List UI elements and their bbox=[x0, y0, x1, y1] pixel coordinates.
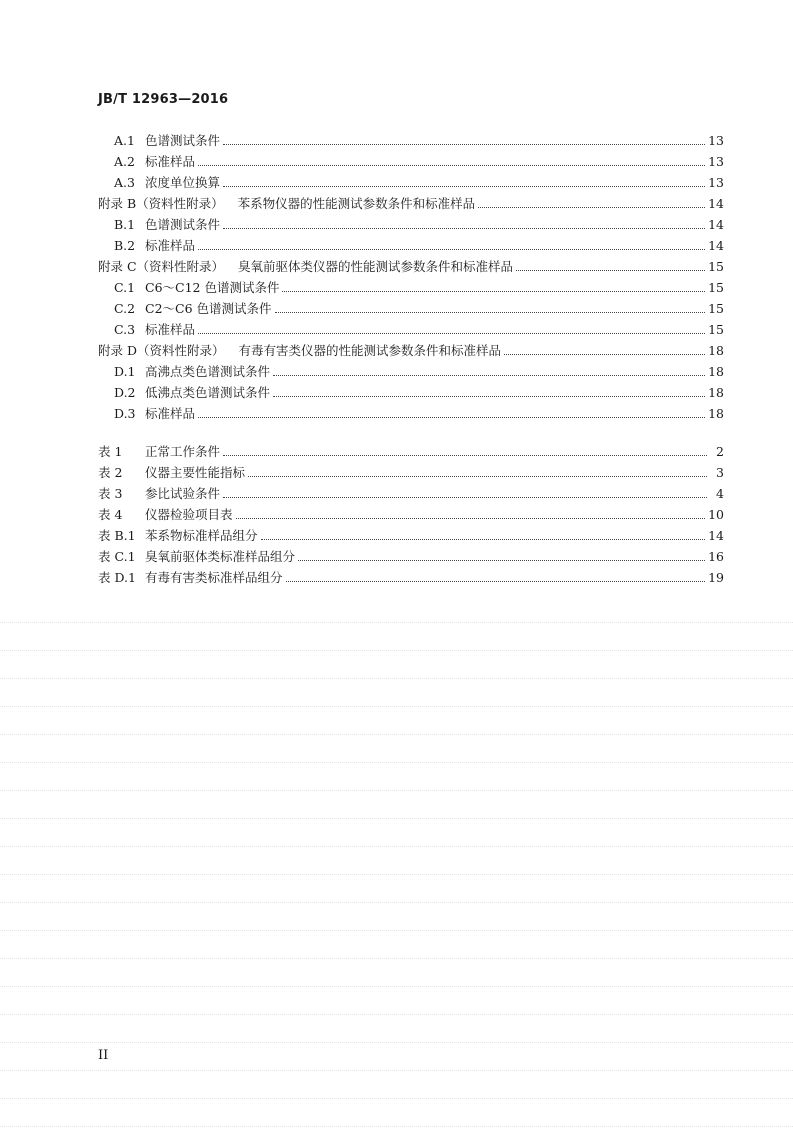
toc-entry-page: 14 bbox=[708, 217, 724, 232]
toc-entry-number: 附录 D（资料性附录） bbox=[98, 343, 225, 358]
scan-artifact-line bbox=[0, 986, 793, 987]
toc-entry-page: 15 bbox=[708, 259, 724, 274]
scan-artifact-line bbox=[0, 902, 793, 903]
scan-artifact-line bbox=[0, 1014, 793, 1015]
toc-entry-title: 浓度单位换算 bbox=[145, 175, 221, 190]
toc-entry-title: 标准样品 bbox=[145, 238, 196, 253]
toc-entry[interactable] bbox=[98, 442, 724, 463]
dot-leader bbox=[198, 332, 705, 334]
toc-entry-title: 苯系物标准样品组分 bbox=[145, 528, 258, 543]
toc-entry[interactable] bbox=[98, 152, 724, 173]
toc-entry-title: 标准样品 bbox=[145, 154, 196, 169]
toc-entry-page: 13 bbox=[708, 175, 724, 190]
toc-entry[interactable] bbox=[98, 278, 724, 299]
toc-entry-title: 仪器检验项目表 bbox=[145, 507, 233, 522]
toc-entry-number: D.1 bbox=[114, 364, 136, 379]
toc-entry-number: C.2 bbox=[114, 301, 136, 316]
toc-entry[interactable] bbox=[98, 215, 724, 236]
toc-entry-page: 14 bbox=[708, 238, 724, 253]
toc-entry-number: A.1 bbox=[114, 133, 135, 148]
toc-entry-page: 18 bbox=[708, 385, 724, 400]
toc-entry[interactable] bbox=[98, 320, 724, 341]
toc-entry-number: A.2 bbox=[114, 154, 135, 169]
toc-entry-page: 18 bbox=[708, 343, 724, 358]
toc-entry[interactable] bbox=[98, 505, 724, 526]
toc-entry-number: 表 B.1 bbox=[98, 528, 136, 543]
toc-entry-page: 3 bbox=[716, 465, 724, 480]
dot-leader bbox=[275, 311, 706, 313]
toc-entry-title: 色谱测试条件 bbox=[145, 217, 221, 232]
scan-artifact-line bbox=[0, 622, 793, 623]
toc-entry-title: 苯系物仪器的性能测试参数条件和标准样品 bbox=[237, 196, 476, 211]
toc-entry-number: C.1 bbox=[114, 280, 136, 295]
toc-entry[interactable] bbox=[98, 383, 724, 404]
scan-artifact-line bbox=[0, 818, 793, 819]
scan-artifact-line bbox=[0, 1126, 793, 1127]
toc-entry[interactable] bbox=[98, 547, 724, 568]
dot-leader bbox=[223, 454, 707, 456]
toc-entry[interactable] bbox=[98, 568, 724, 589]
toc-appendix-entries bbox=[98, 131, 724, 425]
toc-entry[interactable] bbox=[98, 299, 724, 320]
dot-leader bbox=[198, 164, 705, 166]
dot-leader bbox=[248, 475, 707, 477]
document-code: JB/T 12963—2016 bbox=[98, 92, 229, 107]
dot-leader bbox=[223, 496, 707, 498]
dot-leader bbox=[223, 143, 705, 145]
toc-entry-title: 臭氧前驱体类标准样品组分 bbox=[145, 549, 296, 564]
toc-entry-title: 色谱测试条件 bbox=[145, 133, 221, 148]
toc-entry-title: 标准样品 bbox=[145, 406, 196, 421]
toc-entry[interactable] bbox=[98, 257, 724, 278]
toc-entry-title: 高沸点类色谱测试条件 bbox=[145, 364, 271, 379]
toc-entry[interactable] bbox=[98, 173, 724, 194]
toc-entry-page: 10 bbox=[708, 507, 724, 522]
scan-artifact-line bbox=[0, 1042, 793, 1043]
scan-artifact-line bbox=[0, 846, 793, 847]
page-number-roman: II bbox=[98, 1048, 109, 1063]
scan-artifact-line bbox=[0, 790, 793, 791]
toc-entry-page: 14 bbox=[708, 196, 724, 211]
toc-entry-page: 13 bbox=[708, 133, 724, 148]
dot-leader bbox=[504, 353, 705, 355]
dot-leader bbox=[286, 580, 706, 582]
toc-entry[interactable] bbox=[98, 131, 724, 152]
scan-artifact-line bbox=[0, 734, 793, 735]
dot-leader bbox=[478, 206, 705, 208]
scan-artifact-line bbox=[0, 1098, 793, 1099]
toc-entry[interactable] bbox=[98, 362, 724, 383]
toc-entry-number: C.3 bbox=[114, 322, 136, 337]
toc-entry-number: 附录 B（资料性附录） bbox=[98, 196, 224, 211]
dot-leader bbox=[516, 269, 705, 271]
dot-leader bbox=[236, 517, 706, 519]
toc-entry-title: C6～C12 色谱测试条件 bbox=[145, 280, 280, 295]
toc-entry-number: D.3 bbox=[114, 406, 136, 421]
toc-entry-title: 正常工作条件 bbox=[145, 444, 221, 459]
toc-entry-number: 表 3 bbox=[98, 486, 123, 501]
dot-leader bbox=[223, 227, 705, 229]
toc-spacer bbox=[98, 425, 724, 442]
toc-entry-page: 18 bbox=[708, 406, 724, 421]
toc-entry-title: 标准样品 bbox=[145, 322, 196, 337]
toc-entry[interactable] bbox=[98, 236, 724, 257]
table-of-contents bbox=[98, 131, 724, 589]
toc-entry-page: 15 bbox=[708, 280, 724, 295]
toc-entry-page: 16 bbox=[708, 549, 724, 564]
dot-leader bbox=[223, 185, 705, 187]
scan-artifact-line bbox=[0, 762, 793, 763]
toc-entry[interactable] bbox=[98, 526, 724, 547]
scan-artifact-line bbox=[0, 874, 793, 875]
toc-entry-number: 表 4 bbox=[98, 507, 123, 522]
toc-entry[interactable] bbox=[98, 404, 724, 425]
toc-entry[interactable] bbox=[98, 341, 724, 362]
scan-artifact-line bbox=[0, 706, 793, 707]
toc-entry-title: 仪器主要性能指标 bbox=[145, 465, 246, 480]
dot-leader bbox=[273, 395, 705, 397]
toc-entry-page: 19 bbox=[708, 570, 724, 585]
toc-entry-title: C2～C6 色谱测试条件 bbox=[145, 301, 272, 316]
scan-artifact-line bbox=[0, 930, 793, 931]
toc-entry-page: 4 bbox=[716, 486, 724, 501]
toc-entry-number: 表 C.1 bbox=[98, 549, 136, 564]
toc-entry-number: D.2 bbox=[114, 385, 136, 400]
toc-entry-page: 2 bbox=[716, 444, 724, 459]
toc-entry-number: B.1 bbox=[114, 217, 136, 232]
toc-entry-number: B.2 bbox=[114, 238, 136, 253]
scan-artifact-line bbox=[0, 1070, 793, 1071]
scan-artifact-line bbox=[0, 678, 793, 679]
toc-entry-page: 13 bbox=[708, 154, 724, 169]
toc-entry-page: 15 bbox=[708, 322, 724, 337]
toc-entry-number: 表 D.1 bbox=[98, 570, 136, 585]
toc-entry-title: 低沸点类色谱测试条件 bbox=[145, 385, 271, 400]
toc-entry-title: 有毒有害类仪器的性能测试参数条件和标准样品 bbox=[238, 343, 502, 358]
dot-leader bbox=[198, 248, 705, 250]
toc-entry-number: 表 1 bbox=[98, 444, 123, 459]
toc-entry-page: 15 bbox=[708, 301, 724, 316]
toc-table-entries bbox=[98, 442, 724, 589]
dot-leader bbox=[282, 290, 705, 292]
toc-entry-page: 14 bbox=[708, 528, 724, 543]
toc-entry-title: 有毒有害类标准样品组分 bbox=[145, 570, 283, 585]
toc-entry-title: 臭氧前驱体类仪器的性能测试参数条件和标准样品 bbox=[238, 259, 514, 274]
toc-entry[interactable] bbox=[98, 463, 724, 484]
toc-entry-number: 附录 C（资料性附录） bbox=[98, 259, 225, 274]
scan-artifact-line bbox=[0, 650, 793, 651]
dot-leader bbox=[261, 538, 706, 540]
dot-leader bbox=[298, 559, 705, 561]
toc-entry-title: 参比试验条件 bbox=[145, 486, 221, 501]
toc-entry-page: 18 bbox=[708, 364, 724, 379]
toc-entry-number: A.3 bbox=[114, 175, 135, 190]
dot-leader bbox=[273, 374, 705, 376]
toc-entry-number: 表 2 bbox=[98, 465, 123, 480]
dot-leader bbox=[198, 416, 705, 418]
toc-entry[interactable] bbox=[98, 484, 724, 505]
scan-artifact-line bbox=[0, 958, 793, 959]
toc-entry[interactable] bbox=[98, 194, 724, 215]
